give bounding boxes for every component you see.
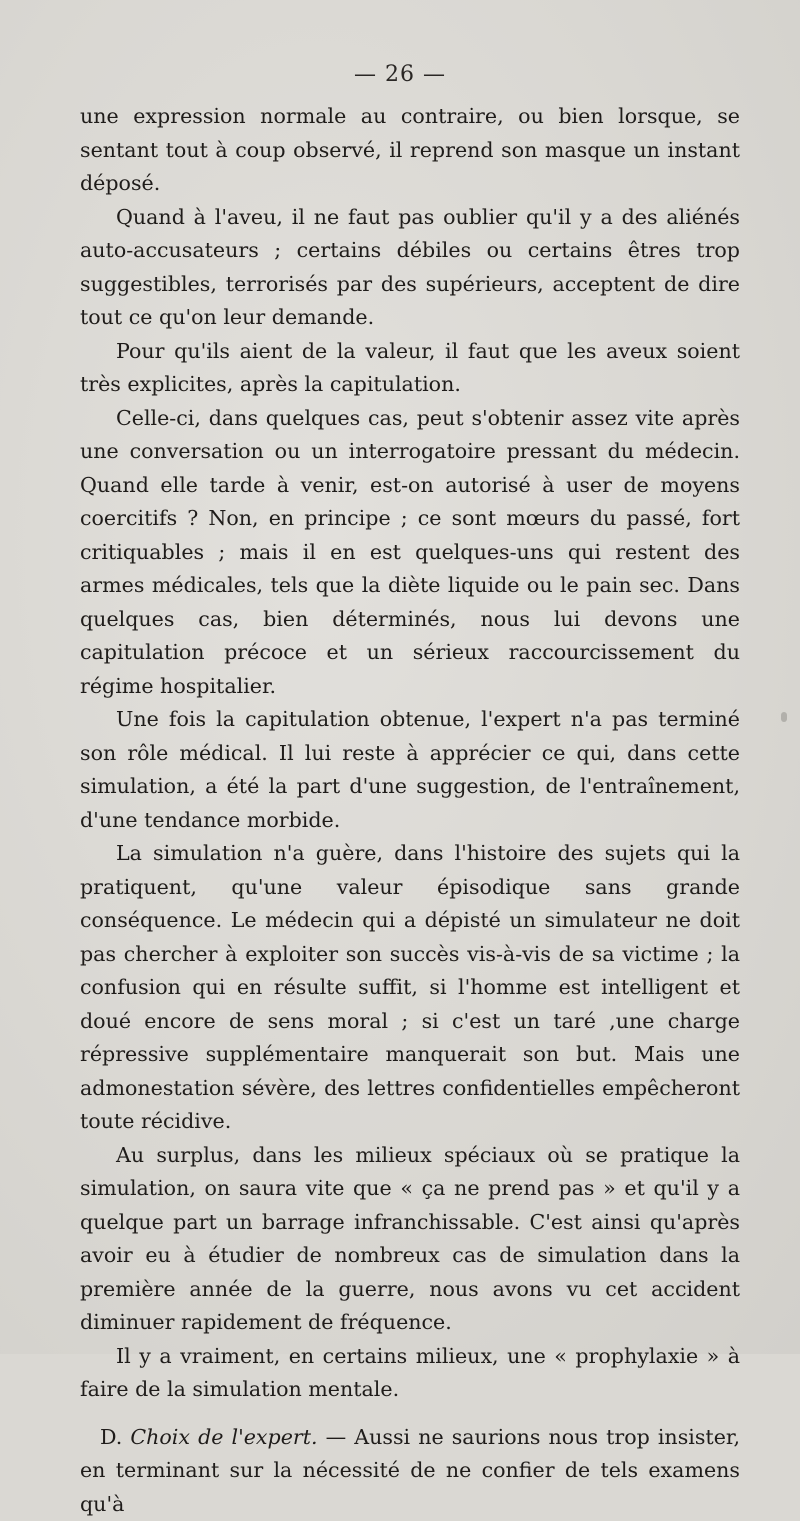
paragraph: La simulation n'a guère, dans l'histoire des sujets qui la pratiquent, qu'une valeur épisodique sans grande conséquence. Le médecin qui a dépisté un simulateur ne doit pas chercher à exploiter son succès vis-à-vis de sa victime ; la confusion qui en résulte suffit, si l'homme est intelligent et doué encore de sens moral ; si c'est un taré ,une charge répressive supplémentaire manquerait son but. Mais une admonestation sévère, des lettres confidentielles empêcheront toute récidive. <box>80 837 740 1139</box>
section-heading: Choix de l'expert. <box>130 1425 317 1449</box>
body-text <box>80 100 740 1521</box>
paragraph: Celle-ci, dans quelques cas, peut s'obtenir assez vite après une conversation ou un interrogatoire pressant du médecin. Quand elle tarde à venir, est-on autorisé à user de moyens coercitifs ? Non, en principe ; ce sont mœurs du passé, fort critiquables ; mais il en est quelques-uns qui restent des armes médicales, tels que la diète liquide ou le pain sec. Dans quelques cas, bien déterminés, nous lui devons une capitulation précoce et un sérieux raccourcissement du régime hospitalier. <box>80 402 740 704</box>
section-text: — Aussi ne saurions nous trop insister, en terminant sur la nécessité de ne confier de tels examens qu'à <box>80 1425 740 1516</box>
paragraph-continuation: une expression normale au contraire, ou bien lorsque, se sentant tout à coup observé, il reprend son masque un instant déposé. <box>80 100 740 201</box>
section-d-paragraph <box>80 1421 740 1521</box>
paragraph: Il y a vraiment, en certains milieux, une « prophylaxie » à faire de la simulation mentale. <box>80 1340 740 1407</box>
paragraph: Une fois la capitulation obtenue, l'expert n'a pas terminé son rôle médical. Il lui reste à apprécier ce qui, dans cette simulation, a été la part d'une suggestion, de l'entraînement, d'une tendance morbide. <box>80 703 740 837</box>
paper-speck <box>781 712 787 722</box>
section-letter: D. <box>100 1425 122 1449</box>
paragraph: Quand à l'aveu, il ne faut pas oublier qu'il y a des aliénés auto-accusateurs ; certains débiles ou certains êtres trop suggestibles, terrorisés par des supérieurs, acceptent de dire tout ce qu'on leur demande. <box>80 201 740 335</box>
paragraph: Au surplus, dans les milieux spéciaux où se pratique la simulation, on saura vite que « ça ne prend pas » et qu'il y a quelque part un barrage infranchissable. C'est ainsi qu'après avoir eu à étudier de nombreux cas de simulation dans la première année de la guerre, nous avons vu cet accident diminuer rapidement de fréquence. <box>80 1139 740 1340</box>
page-number: — 26 — <box>0 62 800 87</box>
paragraph: Pour qu'ils aient de la valeur, il faut que les aveux soient très explicites, après la capitulation. <box>80 335 740 402</box>
